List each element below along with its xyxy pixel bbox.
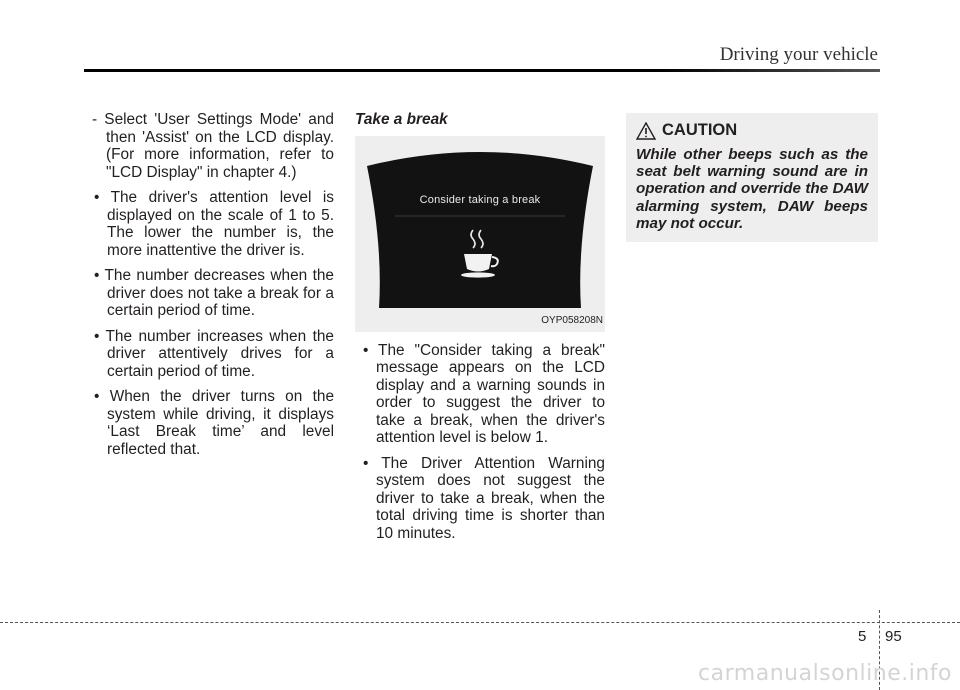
bullet-item: • The number decreases when the driver does not take a break for a certain period of time.: [94, 267, 334, 319]
header-title: Driving your vehicle: [719, 44, 878, 65]
lcd-message: Consider taking a break: [419, 193, 541, 206]
bullet-item: • The number increases when the driver attentively drives for a certain period of time.: [94, 327, 334, 380]
bullet-item: • When the driver turns on the system while driving, it displays ‘Last Break time’ and level reflected that.: [94, 388, 334, 458]
bullet-item: • The Driver Attention Warning system does not suggest the driver to take a break, when the total driving time is shorter than 10 minutes.: [363, 454, 605, 542]
footer-rule: [0, 622, 960, 623]
page-number: 95: [885, 628, 902, 645]
caution-text: While other beeps such as the seat belt warning sound are in operation and override the DAW alarming system, DAW beeps may not occur.: [636, 146, 868, 232]
lcd-display-figure: [355, 136, 605, 332]
column-1: [86, 111, 334, 466]
warning-triangle-icon: [636, 122, 656, 140]
bullet-item: • The "Consider taking a break" message appears on the LCD display and a warning sounds in order to suggest the driver to take a break, when the driver's attention level is below 1.: [363, 341, 605, 446]
watermark: carmanualsonline.info: [698, 661, 952, 686]
column-3: [626, 113, 878, 242]
bullet-item: • The driver's attention level is displayed on the scale of 1 to 5. The lower the number is, the more inattentive the driver is.: [94, 189, 334, 259]
figure-code: OYP058208N: [541, 315, 603, 326]
lcd-display-graphic: [355, 136, 605, 332]
caution-header: [636, 122, 868, 140]
header-rule: [84, 69, 880, 72]
caution-title: CAUTION: [662, 121, 738, 140]
chapter-number: 5: [858, 628, 867, 645]
section-title: Take a break: [355, 111, 448, 128]
column-2: [355, 111, 605, 550]
dash-item: - Select 'User Settings Mode' and then 'Assist' on the LCD display. (For more information, refer to "LCD Display" in chapter 4.): [92, 111, 334, 181]
caution-box: [626, 113, 878, 242]
